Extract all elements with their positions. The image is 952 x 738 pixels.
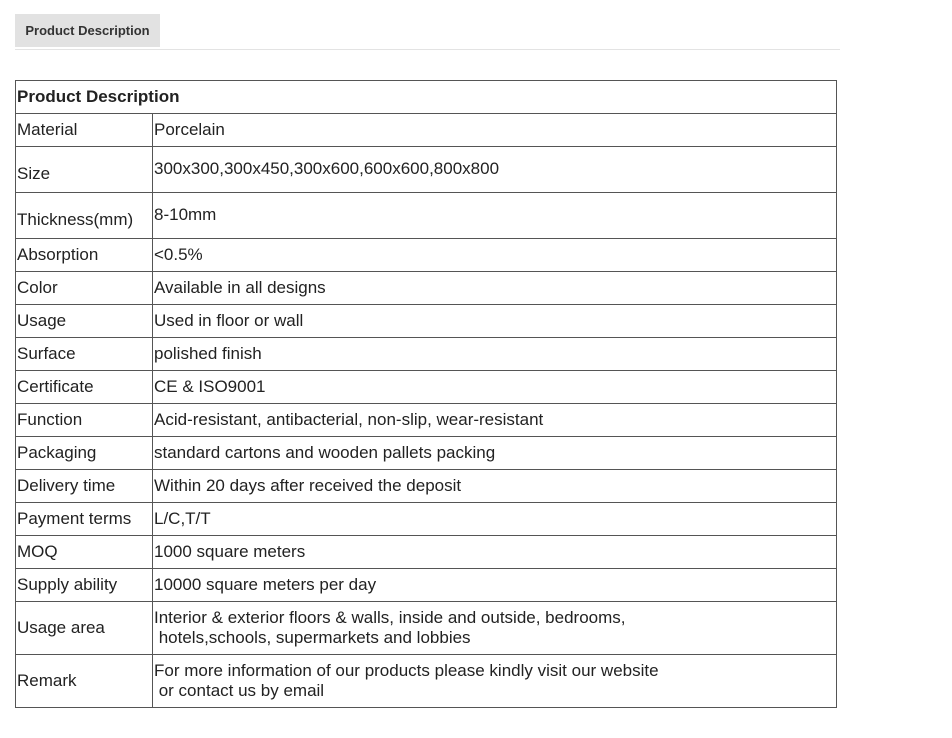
row-label: Absorption: [16, 239, 153, 272]
row-value-line: or contact us by email: [154, 681, 325, 700]
row-value: 1000 square meters: [153, 536, 837, 569]
table-row: [16, 338, 837, 371]
table-row: [16, 404, 837, 437]
row-value: standard cartons and wooden pallets packing: [153, 437, 837, 470]
row-label: Usage area: [16, 602, 153, 655]
row-label: Packaging: [16, 437, 153, 470]
row-label: Usage: [16, 305, 153, 338]
table-row: [16, 305, 837, 338]
row-value: L/C,T/T: [153, 503, 837, 536]
row-value: Acid-resistant, antibacterial, non-slip, wear-resistant: [153, 404, 837, 437]
row-value: Within 20 days after received the deposit: [153, 470, 837, 503]
row-value: 10000 square meters per day: [153, 569, 837, 602]
row-value: polished finish: [153, 338, 837, 371]
table-row: [16, 371, 837, 404]
table-row: [16, 147, 837, 193]
tab-product-description[interactable]: Product Description: [15, 14, 160, 47]
row-value: 300x300,300x450,300x600,600x600,800x800: [153, 147, 837, 193]
row-label: Size: [16, 147, 153, 193]
row-label: Payment terms: [16, 503, 153, 536]
row-value-line: Interior & exterior floors & walls, inside and outside, bedrooms,: [154, 608, 626, 627]
table-heading: Product Description: [16, 81, 837, 114]
table-row: [16, 503, 837, 536]
row-value: [153, 655, 837, 708]
table-row: [16, 602, 837, 655]
table-row: [16, 193, 837, 239]
row-label: MOQ: [16, 536, 153, 569]
row-value: 8-10mm: [153, 193, 837, 239]
table-row: [16, 437, 837, 470]
row-value: Porcelain: [153, 114, 837, 147]
row-label: Material: [16, 114, 153, 147]
row-value-line: hotels,schools, supermarkets and lobbies: [154, 628, 471, 647]
row-value: Used in floor or wall: [153, 305, 837, 338]
table-row: [16, 272, 837, 305]
row-label: Certificate: [16, 371, 153, 404]
table-row: [16, 569, 837, 602]
row-label: Function: [16, 404, 153, 437]
row-value-line: For more information of our products please kindly visit our website: [154, 661, 659, 680]
row-label: Delivery time: [16, 470, 153, 503]
table-row: [16, 114, 837, 147]
table-row: [16, 655, 837, 708]
row-value: Available in all designs: [153, 272, 837, 305]
row-label: Thickness(mm): [16, 193, 153, 239]
row-value: [153, 602, 837, 655]
row-value: <0.5%: [153, 239, 837, 272]
table-row: [16, 536, 837, 569]
product-spec-table: [15, 80, 837, 708]
row-label: Surface: [16, 338, 153, 371]
tab-bar: [15, 14, 840, 50]
row-label: Color: [16, 272, 153, 305]
table-row: [16, 470, 837, 503]
table-row: [16, 239, 837, 272]
row-label: Supply ability: [16, 569, 153, 602]
row-value: CE & ISO9001: [153, 371, 837, 404]
row-label: Remark: [16, 655, 153, 708]
